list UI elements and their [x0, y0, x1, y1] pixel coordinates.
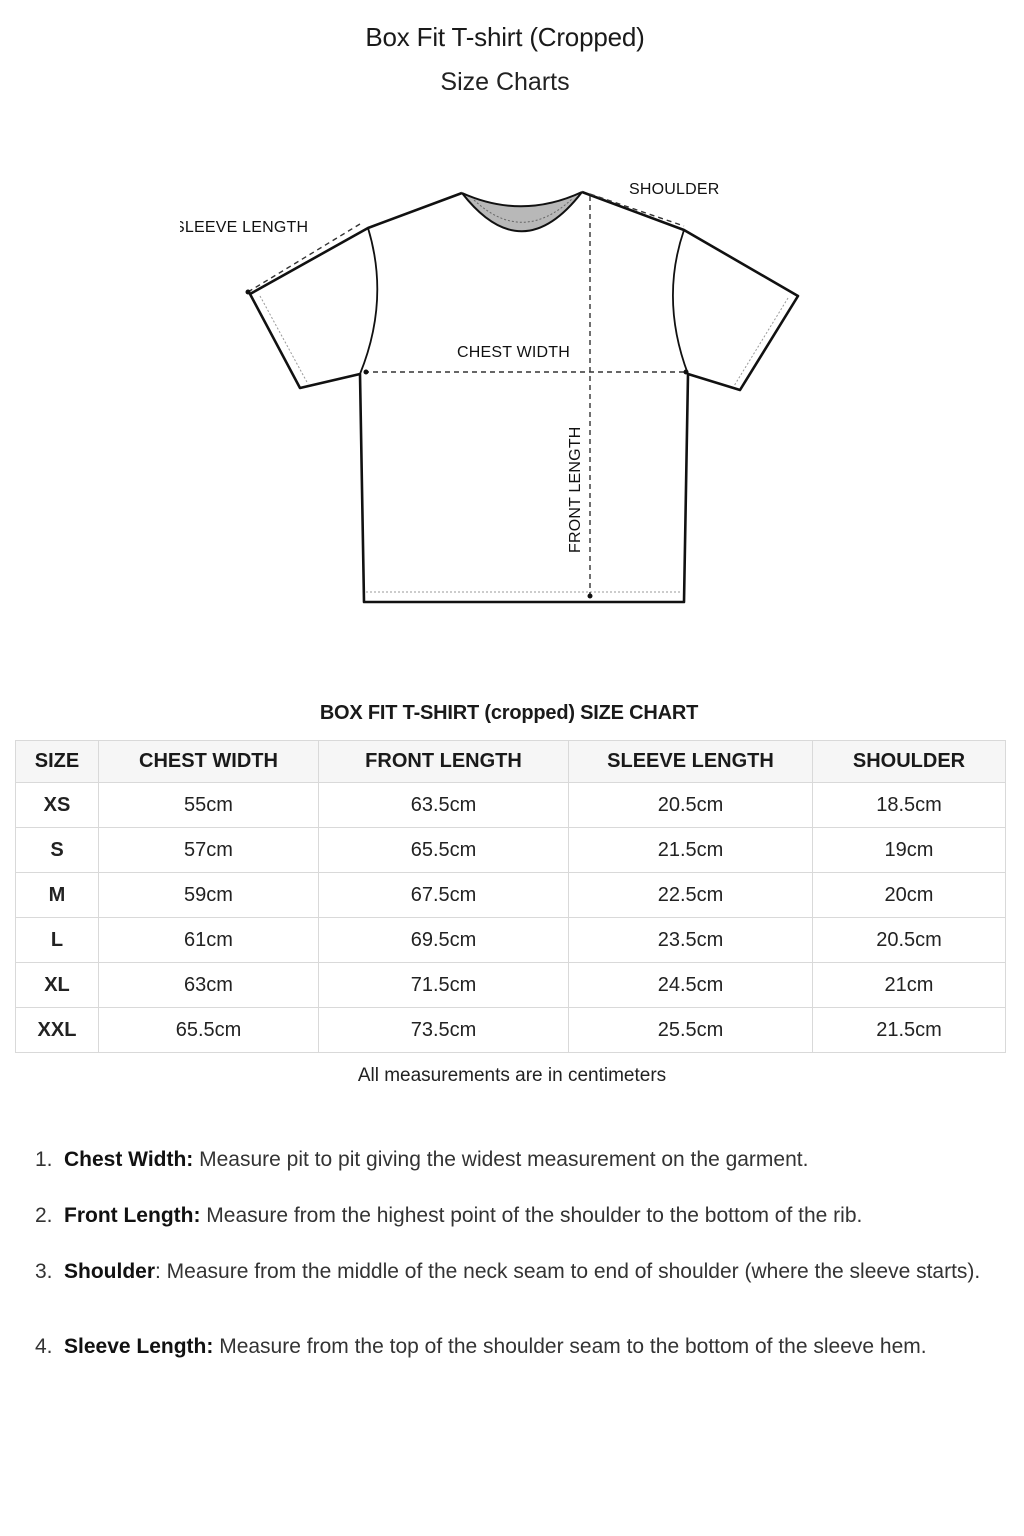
instruction-term: Front Length: [64, 1204, 201, 1227]
front-length-cell: 67.5cm [319, 873, 569, 918]
shoulder-cell: 21.5cm [813, 1008, 1006, 1053]
chest-width-cell: 57cm [99, 828, 319, 873]
table-row [16, 918, 1006, 963]
table-row [16, 1008, 1006, 1053]
table-header-row [16, 741, 1006, 783]
instruction-item [35, 1252, 995, 1291]
shoulder-cell: 21cm [813, 963, 1006, 1008]
front-length-cell: 69.5cm [319, 918, 569, 963]
front-length-cell: 71.5cm [319, 963, 569, 1008]
measurement-units-note: All measurements are in centimeters [357, 1065, 667, 1086]
shoulder-cell: 20.5cm [813, 918, 1006, 963]
instruction-item [35, 1196, 995, 1235]
front-length-cell: 63.5cm [319, 783, 569, 828]
chest-width-cell: 63cm [99, 963, 319, 1008]
instruction-item [35, 1140, 995, 1179]
sleeve-length-cell: 24.5cm [569, 963, 813, 1008]
front-length-label: FRONT LENGTH [567, 426, 584, 553]
chest-width-cell: 59cm [99, 873, 319, 918]
sleeve-length-cell: 21.5cm [569, 828, 813, 873]
instruction-term: Shoulder [64, 1260, 156, 1283]
size-chart-title: BOX FIT T-SHIRT (cropped) SIZE CHART [319, 702, 699, 724]
instruction-number: 2. [35, 1204, 53, 1227]
front-length-end-dot [588, 594, 593, 599]
column-header-front-length: FRONT LENGTH [319, 741, 569, 783]
instruction-text: Measure pit to pit giving the widest measurement on the garment. [193, 1148, 809, 1171]
column-header-chest-width: CHEST WIDTH [99, 741, 319, 783]
size-cell: XXL [16, 1008, 99, 1053]
size-cell: XS [16, 783, 99, 828]
shoulder-cell: 18.5cm [813, 783, 1006, 828]
tshirt-outline [250, 192, 798, 602]
page-subtitle: Size Charts [440, 68, 570, 96]
table-row [16, 783, 1006, 828]
shoulder-cell: 19cm [813, 828, 1006, 873]
size-cell: XL [16, 963, 99, 1008]
tshirt-diagram-svg [180, 160, 840, 620]
instruction-number: 1. [35, 1148, 53, 1171]
column-header-size: SIZE [16, 741, 99, 783]
front-length-cell: 73.5cm [319, 1008, 569, 1053]
shoulder-label: SHOULDER [629, 181, 720, 198]
column-header-shoulder: SHOULDER [813, 741, 1006, 783]
sleeve-length-cell: 20.5cm [569, 783, 813, 828]
tshirt-diagram [180, 160, 840, 620]
instruction-term: Chest Width: [64, 1148, 194, 1171]
chest-width-cell: 55cm [99, 783, 319, 828]
sleeve-length-cell: 22.5cm [569, 873, 813, 918]
shoulder-cell: 20cm [813, 873, 1006, 918]
sleeve-length-label: SLEEVE LENGTH [180, 219, 309, 236]
table-row [16, 828, 1006, 873]
measurement-instructions-list [35, 1140, 995, 1366]
instruction-text: Measure from the top of the shoulder seam to the bottom of the sleeve hem. [213, 1335, 927, 1358]
sleeve-length-end-dot [246, 290, 251, 295]
sleeve-length-cell: 23.5cm [569, 918, 813, 963]
instruction-text: Measure from the highest point of the shoulder to the bottom of the rib. [200, 1204, 863, 1227]
sleeve-length-cell: 25.5cm [569, 1008, 813, 1053]
table-row [16, 963, 1006, 1008]
size-cell: S [16, 828, 99, 873]
front-length-cell: 65.5cm [319, 828, 569, 873]
size-cell: L [16, 918, 99, 963]
column-header-sleeve-length: SLEEVE LENGTH [569, 741, 813, 783]
chest-width-right-dot [684, 370, 689, 375]
page-title: Box Fit T-shirt (Cropped) [365, 22, 645, 52]
size-chart-table [15, 740, 1006, 1053]
instruction-number: 3. [35, 1260, 53, 1283]
instruction-text: : Measure from the middle of the neck seam to end of shoulder (where the sleeve starts). [155, 1260, 981, 1283]
instruction-item [35, 1327, 995, 1366]
instruction-number: 4. [35, 1335, 53, 1358]
instruction-term: Sleeve Length: [64, 1335, 214, 1358]
size-cell: M [16, 873, 99, 918]
chest-width-left-dot [364, 370, 369, 375]
table-row [16, 873, 1006, 918]
chest-width-cell: 61cm [99, 918, 319, 963]
chest-width-cell: 65.5cm [99, 1008, 319, 1053]
chest-width-label: CHEST WIDTH [457, 344, 571, 361]
